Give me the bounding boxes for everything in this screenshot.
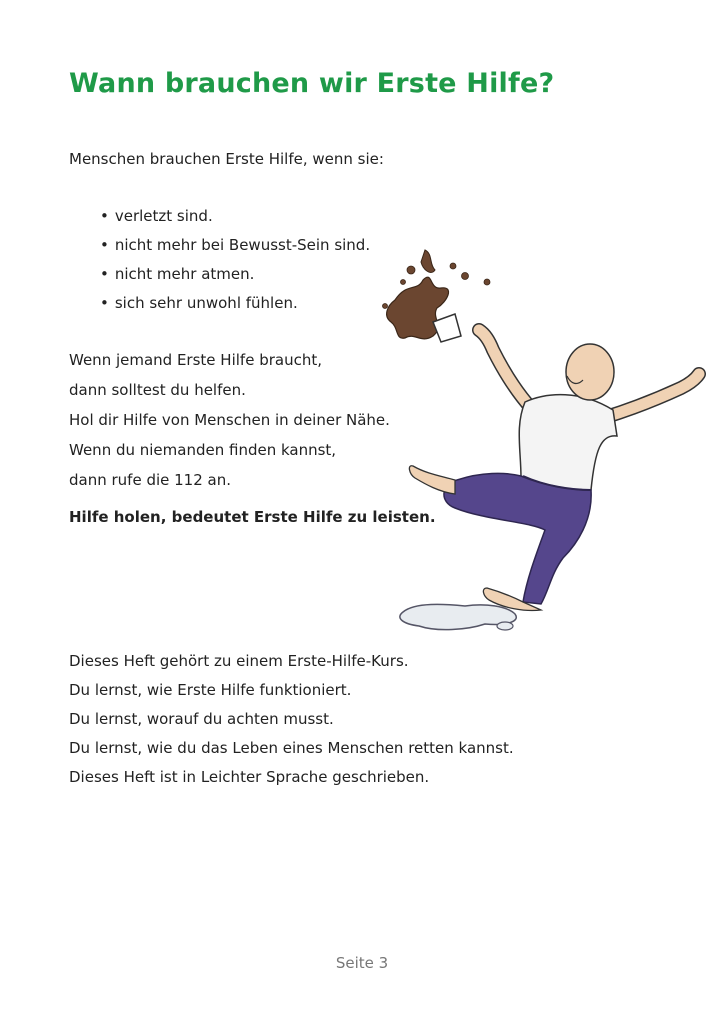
list-item: • nicht mehr atmen. (100, 264, 370, 293)
course-line: Du lernst, wie Erste Hilfe funktioniert. (69, 681, 352, 699)
conditions-list (100, 206, 370, 322)
help-line: Hol dir Hilfe von Menschen in deiner Nähe. (69, 411, 390, 429)
help-line: Wenn jemand Erste Hilfe braucht, (69, 351, 322, 369)
page-title: Wann brauchen wir Erste Hilfe? (69, 68, 555, 99)
person-slipping-spilling-coffee-icon (355, 240, 715, 640)
help-line: dann rufe die 112 an. (69, 471, 231, 489)
list-item: • nicht mehr bei Bewusst-Sein sind. (100, 235, 370, 264)
list-item: • sich sehr unwohl fühlen. (100, 293, 370, 322)
page-number: Seite 3 (335, 954, 389, 972)
intro-text: Menschen brauchen Erste Hilfe, wenn sie: (69, 150, 384, 168)
help-line: dann solltest du helfen. (69, 381, 246, 399)
list-item: • verletzt sind. (100, 206, 370, 235)
course-line: Dieses Heft ist in Leichter Sprache geschrieben. (69, 768, 430, 786)
emphasis-text: Hilfe holen, bedeutet Erste Hilfe zu leisten. (69, 508, 436, 526)
course-line: Du lernst, worauf du achten musst. (69, 710, 334, 728)
course-line: Du lernst, wie du das Leben eines Menschen retten kannst. (69, 739, 514, 757)
course-line: Dieses Heft gehört zu einem Erste-Hilfe-Kurs. (69, 652, 409, 670)
help-line: Wenn du niemanden finden kannst, (69, 441, 337, 459)
